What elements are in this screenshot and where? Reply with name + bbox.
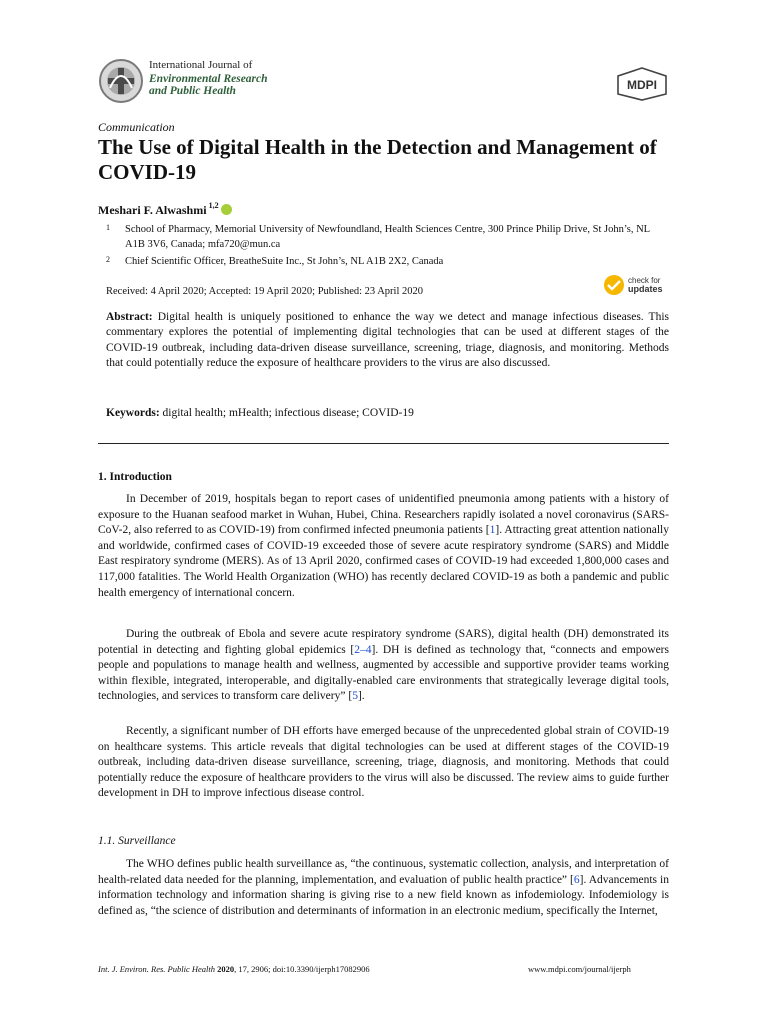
keywords-text: digital health; mHealth; infectious disease; COVID-19 — [162, 407, 414, 419]
paragraph-1 — [98, 492, 669, 601]
paragraph-text: ]. Advancements in information technology and information sharing is giving rise to a new field known as infodemiology. Infodemiology is defined as, “the science of distribution and determinants of information in an electronic medium, specifically the Internet, — [98, 873, 669, 917]
check-updates-icon — [603, 274, 625, 296]
footer-citation — [98, 964, 370, 974]
paragraph-text: During the outbreak of Ebola and severe acute respiratory syndrome (SARS), digital health (DH) demonstrated its potential in detecting and fighting global epidemics [ — [98, 628, 669, 656]
affiliation-text: School of Pharmacy, Memorial University of Newfoundland, Health Sciences Centre, 300 Prince Philip Drive, St John’s, NL A1B 3V6, Canada; mfa720@mun.ca — [125, 224, 650, 250]
subsection-heading: 1.1. Surveillance — [98, 835, 176, 847]
affiliation-text: Chief Scientific Officer, BreatheSuite Inc., St John’s, NL A1B 2X2, Canada — [125, 256, 444, 267]
journal-name-line2: Environmental Research — [149, 73, 268, 85]
mdpi-logo — [614, 66, 670, 102]
affiliation-2 — [108, 254, 669, 269]
footer-year: 2020 — [217, 964, 235, 974]
paragraph-4 — [98, 857, 669, 919]
journal-name-line3: and Public Health — [149, 85, 236, 97]
paragraph-text: In December of 2019, hospitals began to report cases of unidentified pneumonia among patients with a history of exposure to the Huanan seafood market in Wuhan, Hubei, China. Researchers rapidly isolated a novel coronavirus (SARS-CoV-2, also referred to as COVID-19) from confirmed infected pneumonia patients [ — [98, 493, 669, 537]
abstract-label: Abstract: — [106, 311, 153, 323]
mdpi-logo-text: MDPI — [627, 78, 657, 92]
citation-link[interactable]: 2–4 — [354, 643, 372, 656]
paragraph-text: The WHO defines public health surveillance as, “the continuous, systematic collection, analysis, and interpretation of health-related data needed for the planning, implementation, and evaluation of public health practice” [ — [98, 858, 669, 886]
abstract — [106, 310, 669, 372]
citation-link[interactable]: 5 — [352, 690, 358, 703]
section-heading: 1. Introduction — [98, 471, 172, 483]
check-for-updates-badge[interactable] — [603, 274, 663, 296]
paragraph-text: ]. DH is defined as technology that, “connects and empowers people and populations to manage health and wellness, augmented by accessible and supportive provider teams working within flexible, integrated, interoperable, and digitally-enabled care environments that strategically leverage digital tools, technologies, and services to transform care delivery” [ — [98, 643, 669, 703]
author — [98, 203, 232, 218]
footer-doi: , 17, 2906; doi:10.3390/ijerph17082906 — [234, 964, 370, 974]
abstract-text: Digital health is uniquely positioned to enhance the way we detect and manage infectious diseases. This commentary explores the potential of implementing digital technologies that can be used at different stages of the COVID-19 outbreak, including data-driven disease surveillance, screening, triage, diagnosis, and monitoring. Methods that could potentially reduce the exposure of healthcare providers to the virus are also discussed. — [106, 311, 670, 370]
citation-link[interactable]: 1 — [489, 524, 496, 537]
affiliation-number: 1 — [106, 223, 110, 232]
footer-journal: Int. J. Environ. Res. Public Health — [98, 964, 216, 974]
author-affiliation-sup: 1,2 — [208, 201, 219, 210]
check-updates-line1: check for — [628, 276, 661, 285]
paragraph-2 — [98, 627, 669, 705]
divider — [98, 443, 669, 444]
affiliation-number: 2 — [106, 255, 110, 264]
paragraph-text: ]. — [357, 690, 365, 703]
journal-name-line1: International Journal of — [149, 59, 253, 71]
author-name: Meshari F. Alwashmi — [98, 203, 207, 217]
journal-logo — [98, 58, 144, 104]
article-type: Communication — [98, 120, 175, 134]
citation-link[interactable]: 6 — [573, 873, 580, 886]
keywords-label: Keywords: — [106, 407, 160, 419]
footer-url[interactable]: www.mdpi.com/journal/ijerph — [528, 964, 631, 974]
check-updates-line2: updates — [628, 284, 663, 294]
orcid-icon[interactable] — [221, 204, 232, 215]
affiliation-1 — [108, 222, 669, 252]
paragraph-text: ]. Attracting great attention nationally and worldwide, confirmed cases of COVID-19 exceeded those of severe acute respiratory syndrome (SARS) and Middle East respiratory syndrome (MERS). As of 13 April 2020, confirmed cases of COVID-19 had exceeded 1,800,000 cases and 117,000 fatalities. The World Health Organization (WHO) has recently declared COVID-19 as both a pandemic and public health emergency of international concern. — [98, 524, 669, 599]
paper-title: The Use of Digital Health in the Detection and Management of COVID-19 — [98, 135, 657, 184]
keywords — [106, 407, 669, 419]
paragraph-3: Recently, a significant number of DH efforts have emerged because of the unprecedented global strain of COVID-19 on healthcare systems. This article reveals that digital technologies can be used at different stages of the COVID-19 outbreak, including data-driven disease surveillance, screening, triage, diagnosis, and monitoring. Methods that could potentially reduce the exposure of healthcare providers to the virus will also be discussed. The review aims to guide further development in DH to improve infectious disease control. — [98, 725, 669, 800]
publication-dates: Received: 4 April 2020; Accepted: 19 April 2020; Published: 23 April 2020 — [106, 286, 424, 297]
